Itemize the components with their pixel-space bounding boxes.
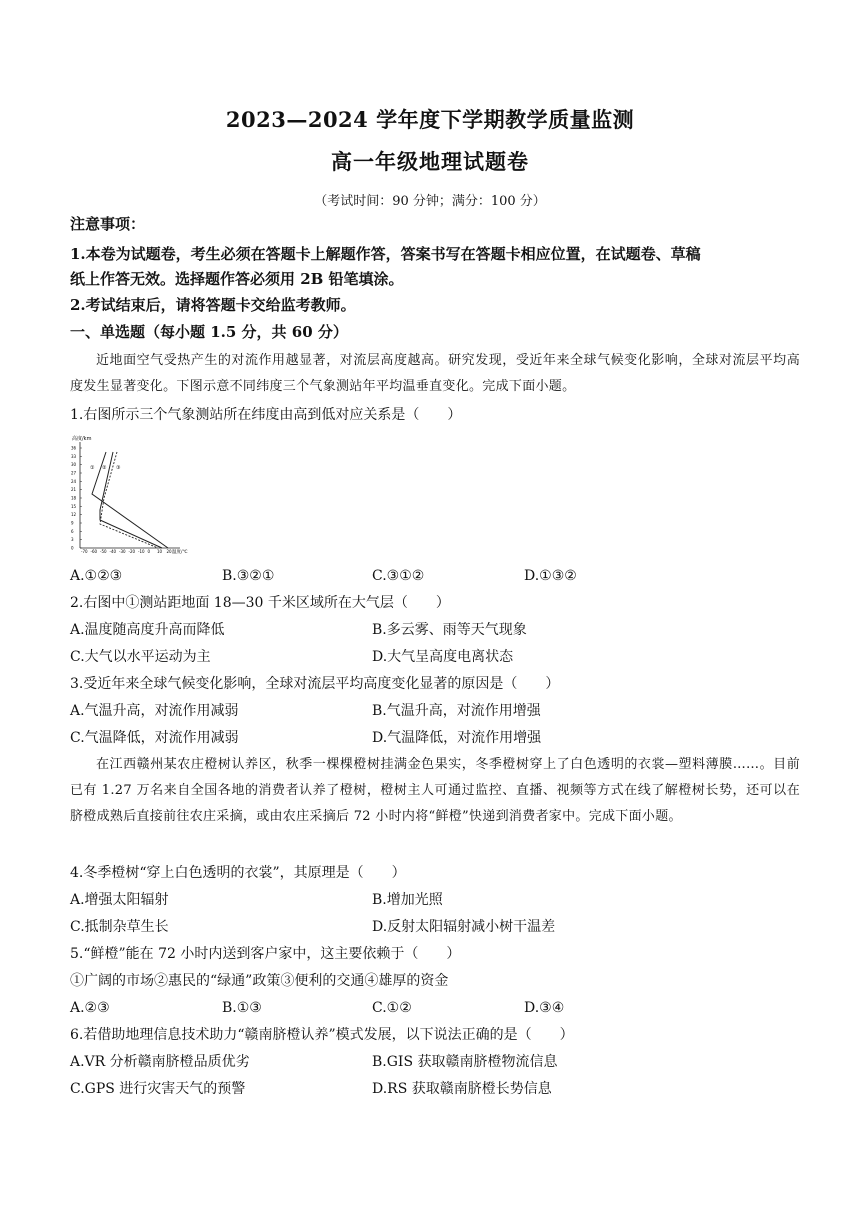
x-tick-label: -20 — [128, 549, 136, 554]
q4-option-d: D.反射太阳辐射减小树干温差 — [372, 919, 556, 935]
q1-option-c: C.③①② — [372, 568, 425, 584]
x-tick-label: -60 — [90, 549, 98, 554]
question-5-stem: 5.“鲜橙”能在 72 小时内送到客户家中，这主要依赖于（ ） — [70, 946, 461, 962]
x-tick-label: 0 — [147, 549, 151, 554]
x-axis-label: 温度/℃ — [172, 550, 188, 555]
question-1-stem: 1.右图所示三个气象测站所在纬度由高到低对应关系是（ ） — [70, 407, 462, 423]
question-4-stem: 4.冬季橙树“穿上白色透明的衣裳”，其原理是（ ） — [70, 865, 406, 881]
q2-option-c: C.大气以水平运动为主 — [70, 649, 211, 665]
curve-label-1: ① — [90, 465, 95, 471]
y-tick-label: 15 — [71, 503, 77, 509]
y-tick-label: 21 — [71, 487, 77, 493]
q1-option-b: B.③②① — [222, 568, 275, 584]
x-tick-label: -50 — [100, 549, 107, 554]
notes-item-1-line-2: 纸上作答无效。选择题作答必须用 2B 铅笔填涂。 — [70, 270, 404, 288]
exam-title: 2023—2024 学年度下学期教学质量监测 — [225, 107, 635, 132]
x-tick-label: -40 — [109, 549, 117, 554]
notes-item-1-line-1: 1.本卷为试题卷，考生必须在答题卡上解题作答，答案书写在答题卡相应位置，在试题卷、草稿 — [70, 245, 701, 263]
q3-option-c: C.气温降低，对流作用减弱 — [70, 730, 239, 746]
y-tick-label: 3 — [71, 537, 74, 543]
x-tick-label: -10 — [138, 549, 145, 554]
x-tick-label: -30 — [119, 549, 126, 554]
y-tick-label: 27 — [71, 470, 77, 476]
q3-option-b: B.气温升高，对流作用增强 — [372, 703, 541, 719]
q4-option-a: A.增强太阳辐射 — [70, 892, 169, 908]
exam-subtitle: 高一年级地理试题卷 — [331, 149, 529, 174]
q6-option-b: B.GIS 获取赣南脐橙物流信息 — [372, 1054, 558, 1070]
exam-info: （考试时间：90 分钟；满分：100 分） — [314, 194, 546, 209]
q3-option-a: A.气温升高，对流作用减弱 — [70, 703, 239, 719]
q1-option-a: A.①②③ — [70, 568, 123, 584]
q6-option-c: C.GPS 进行灾害天气的预警 — [70, 1081, 246, 1097]
q5-option-a: A.②③ — [70, 1000, 110, 1016]
q6-option-a: A.VR 分析赣南脐橙品质优劣 — [70, 1054, 250, 1070]
q3-option-d: D.气温降低，对流作用增强 — [372, 730, 542, 746]
y-tick-label: 6 — [71, 528, 74, 534]
y-axis-label: 高度/km — [72, 436, 92, 442]
passage-1: 近地面空气受热产生的对流作用越显著，对流层高度越高。研究发现，受近年来全球气候变化影响，全球对流层平均高度发生显著变化。下图示意不同纬度三个气象测站年平均温垂直变化。完成下面小题。 — [70, 353, 800, 394]
q1-option-d: D.①③② — [524, 568, 577, 584]
x-tick-label: -70 — [81, 549, 88, 554]
q2-option-a: A.温度随高度升高而降低 — [70, 622, 225, 638]
q5-option-d: D.③④ — [524, 1000, 565, 1016]
curve-label-3: ③ — [116, 465, 121, 471]
question-6-stem: 6.若借助地理信息技术助力“赣南脐橙认养”模式发展，以下说法正确的是（ ） — [70, 1027, 574, 1043]
notes-item-2: 2.考试结束后，请将答题卡交给监考教师。 — [70, 296, 356, 314]
question-3-stem: 3.受近年来全球气候变化影响，全球对流层平均高度变化显著的原因是（ ） — [70, 676, 560, 692]
q5-option-b: B.①③ — [222, 1000, 262, 1016]
q4-option-b: B.增加光照 — [372, 892, 443, 908]
notes-heading: 注意事项： — [70, 215, 146, 233]
y-tick-label: 0 — [71, 545, 74, 551]
y-tick-label: 30 — [71, 462, 77, 468]
q2-option-d: D.大气呈高度电离状态 — [372, 649, 514, 665]
profile-curve-2 — [100, 452, 162, 548]
question-5-statements: ①广阔的市场②惠民的“绿通”政策③便利的交通④雄厚的资金 — [70, 973, 449, 989]
q5-option-c: C.①② — [372, 1000, 412, 1016]
y-tick-label: 9 — [71, 520, 74, 526]
q4-option-c: C.抵制杂草生长 — [70, 919, 169, 935]
q6-option-d: D.RS 获取赣南脐橙长势信息 — [372, 1081, 552, 1097]
y-tick-label: 33 — [71, 453, 77, 459]
x-tick-label: 10 — [157, 549, 163, 554]
y-tick-label: 24 — [71, 478, 77, 484]
question-2-stem: 2.右图中①测站距地面 18—30 千米区域所在大气层（ ） — [70, 595, 450, 611]
temperature-profile-figure — [70, 432, 210, 557]
section-heading: 一、单选题（每小题 1.5 分，共 60 分） — [70, 323, 348, 341]
y-tick-label: 36 — [71, 445, 77, 451]
y-tick-label: 18 — [71, 495, 77, 501]
y-tick-label: 12 — [71, 512, 77, 518]
passage-2: 在江西赣州某农庄橙树认养区，秋季一棵棵橙树挂满金色果实，冬季橙树穿上了白色透明的衣裳—塑料薄膜……。目前已有 1.27 万名来自全国各地的消费者认养了橙树，橙树主人可通过监控、直播、视频等方式在线了解橙树长势，还可以在脐橙成熟后直接前往农庄采摘，或由农庄采摘后 72 小时内将“鲜橙”快递到消费者家中。完成下面小题。 — [70, 757, 800, 824]
q2-option-b: B.多云雾、雨等天气现象 — [372, 622, 527, 638]
curve-label-2: ② — [102, 465, 107, 471]
x-tick-label: 20 — [166, 549, 172, 554]
